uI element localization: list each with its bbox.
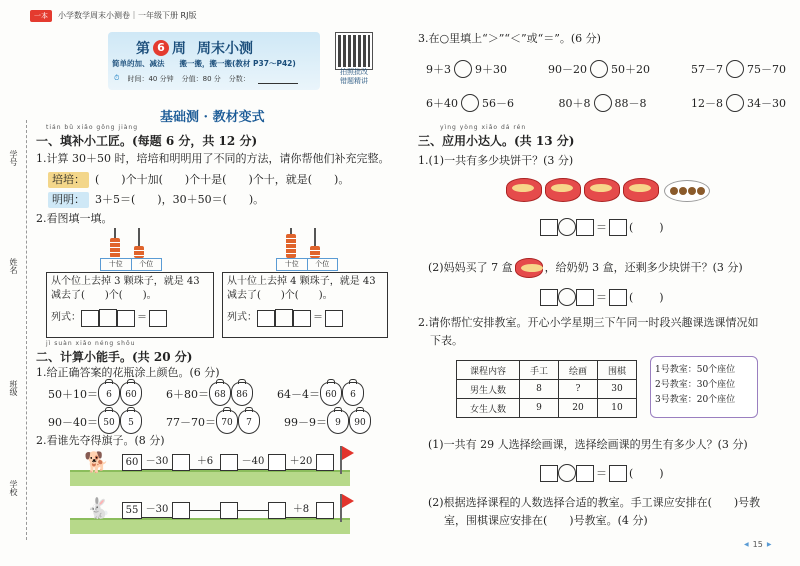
table-cell: 30 <box>598 380 637 399</box>
compare-item <box>559 94 647 112</box>
box-b <box>222 272 388 338</box>
table-cell: ? <box>559 380 598 399</box>
compare-left: 12－8 <box>691 97 723 110</box>
unit-paren: ) <box>659 290 664 304</box>
series-title: 小学数学周末小测卷｜一年级下册 RJ版 <box>58 11 197 20</box>
table-cell: 绘画 <box>559 361 598 380</box>
vase-option[interactable]: 9 <box>327 410 349 434</box>
qr-code-icon[interactable] <box>336 33 372 69</box>
week-number-badge: 6 <box>153 40 169 56</box>
operator-circle[interactable] <box>558 464 576 482</box>
table-cell: 男生人数 <box>457 380 520 399</box>
race-chain-2 <box>122 502 334 519</box>
chevron-left-icon: ◀ <box>744 541 749 548</box>
q1-2-text: (2)妈妈买了 7 盒 <box>428 261 513 274</box>
compare-circle[interactable] <box>454 60 472 78</box>
abacus-b-ones: 个位 <box>315 260 330 268</box>
cookie-tin-icon <box>623 178 659 202</box>
answer-box[interactable] <box>540 289 558 306</box>
answer-box[interactable] <box>149 310 167 327</box>
score-field-label: 分数： <box>228 75 250 83</box>
abacus-b-tens: 十位 <box>277 259 308 270</box>
answer-box[interactable] <box>609 465 627 482</box>
room-line: 2号教室：30个座位 <box>655 380 736 390</box>
compare-right: 34－30 <box>747 97 786 110</box>
qr-caption <box>336 68 372 86</box>
room-notice <box>650 356 758 418</box>
vase-option[interactable]: 90 <box>349 410 371 434</box>
answer-formula-2: ＝ ( ) <box>540 288 664 306</box>
rabbit-icon: 🐇 <box>86 496 111 520</box>
sidebar-field-student-id: 学号 <box>9 150 18 166</box>
answer-box[interactable] <box>316 502 334 519</box>
compare-item <box>426 94 514 112</box>
qr-caption-line: 拍照批改 <box>340 68 368 76</box>
operator-circle[interactable] <box>558 288 576 306</box>
subtitle: 简单的加、减法 搬一搬，搬一搬(教材 P37～P42) <box>112 59 296 68</box>
compare-row <box>426 60 786 78</box>
part2-q2: 2.看谁先夺得旗子。(8 分) <box>36 434 165 447</box>
answer-box[interactable] <box>540 465 558 482</box>
vase-option[interactable]: 86 <box>231 382 253 406</box>
vase-row <box>48 382 388 406</box>
abacus-a <box>100 228 164 270</box>
vase-expr: 50＋10＝ <box>48 388 98 401</box>
part1-pinyin: tián bǔ xiǎo gōng jiàng <box>46 124 139 131</box>
vase-option[interactable]: 6 <box>98 382 120 406</box>
score-field[interactable] <box>258 74 298 84</box>
chain-step: ＋8 <box>286 503 316 518</box>
answer-formula-1: ＝ ( ) <box>540 218 664 236</box>
vase-problem <box>277 382 364 406</box>
vase-problem <box>284 410 371 434</box>
compare-left: 90－20 <box>548 63 587 76</box>
part4-title: 三、应用小达人。(共 13 分) <box>418 134 575 148</box>
part4-q1: 1.(1)一共有多少块饼干？(3 分) <box>418 154 574 167</box>
operator-circle[interactable] <box>558 218 576 236</box>
compare-circle[interactable] <box>726 94 744 112</box>
answer-box[interactable] <box>540 219 558 236</box>
part2-pinyin: jì suàn xiǎo néng shǒu <box>46 340 136 347</box>
flag-icon <box>342 494 354 508</box>
abacus-a-tens: 十位 <box>101 259 132 270</box>
ming-label: 明明： <box>48 192 89 208</box>
vase-problem <box>166 382 253 406</box>
vase-option[interactable]: 7 <box>238 410 260 434</box>
vase-expr: 99－9＝ <box>284 416 327 429</box>
cookie-tin-icon <box>584 178 620 202</box>
box-b-formula: 列式： ＝ <box>227 309 383 327</box>
ming-row <box>48 192 264 208</box>
vase-option[interactable]: 60 <box>120 382 142 406</box>
table-cell: 课程内容 <box>457 361 520 380</box>
compare-left: 80＋8 <box>558 97 591 110</box>
compare-left: 9＋3 <box>426 63 451 76</box>
answer-box[interactable] <box>325 310 343 327</box>
answer-box[interactable] <box>220 502 238 519</box>
chain-start: 60 <box>122 454 142 471</box>
page-number <box>744 540 771 549</box>
part4-q2-1: (1)一共有 29 人选择绘画课，选择绘画课的男生有多少人？(3 分) <box>428 438 748 451</box>
part4-q2-2-line1[interactable]: (2)根据选择课程的人数选择合适的教室。手工课应安排在( )号教 <box>428 496 761 509</box>
chain-step-blank[interactable] <box>238 510 268 511</box>
part4-q2-2-line2[interactable]: 室，围棋课应安排在( )号教室。(4 分) <box>444 514 648 527</box>
answer-box[interactable] <box>172 454 190 471</box>
table-header-row <box>457 361 637 380</box>
course-table <box>456 360 637 418</box>
part4-q1-2 <box>428 258 743 278</box>
compare-item <box>691 94 786 112</box>
table-cell: 围棋 <box>598 361 637 380</box>
answer-box[interactable] <box>576 219 594 236</box>
box-b-line[interactable]: 减去了( )个( )。 <box>227 290 333 301</box>
table-cell: 手工 <box>520 361 559 380</box>
box-a-line[interactable]: 减去了( )个( )。 <box>51 290 157 301</box>
quiz-title: 周末小测 <box>197 41 253 57</box>
flag-icon <box>342 446 354 460</box>
cookie-tin-icon <box>506 178 542 202</box>
pei-row <box>48 172 349 188</box>
compare-right: 9＋30 <box>475 63 507 76</box>
box-a <box>46 272 214 338</box>
part1-q2: 2.看图填一填。 <box>36 212 113 225</box>
box-a-formula: 列式： ＝ <box>51 309 209 327</box>
cookie-tin-icon <box>545 178 581 202</box>
race-track-2 <box>70 518 350 534</box>
part4-q2-line1: 2.请你帮忙安排教室。开心小学星期三下午同一时段兴趣课选课情况如 <box>418 316 759 329</box>
compare-grid <box>426 60 786 112</box>
compare-circle[interactable] <box>461 94 479 112</box>
part1-q1: 1.计算 30＋50 时，培培和明明用了不同的方法，请你帮他们补充完整。 <box>36 152 390 165</box>
page-number-text: 15 <box>752 540 763 549</box>
chain-step-blank[interactable] <box>190 510 220 511</box>
operator-circle[interactable] <box>275 309 293 327</box>
vase-expr: 6＋80＝ <box>166 388 209 401</box>
vase-option[interactable]: 50 <box>98 410 120 434</box>
formula-label: 列式： <box>51 312 81 323</box>
week-prefix: 第 <box>136 41 150 57</box>
q1-2-text: ，给奶奶 3 盒，还剩多少块饼干？(3 分) <box>544 261 743 274</box>
box-a-line: 从个位上去掉 3 颗珠子，就是 43 <box>51 276 200 287</box>
operator-circle[interactable] <box>99 309 117 327</box>
chain-step: －30 <box>142 503 172 518</box>
week-title <box>136 38 253 58</box>
vase-problem <box>166 410 260 434</box>
unit-paren: ) <box>659 220 664 234</box>
vase-option[interactable]: 5 <box>120 410 142 434</box>
compare-right: 56－6 <box>482 97 514 110</box>
meta-line <box>114 74 298 84</box>
vase-row <box>48 410 388 434</box>
binding-line <box>26 120 27 540</box>
week-suffix: 周 <box>172 41 186 57</box>
vase-option[interactable]: 60 <box>320 382 342 406</box>
table-cell: 女生人数 <box>457 399 520 418</box>
table-cell: 8 <box>520 380 559 399</box>
race-chain-1 <box>122 454 334 471</box>
chain-step: －40 <box>238 455 268 470</box>
compare-circle[interactable] <box>594 94 612 112</box>
part2-q1: 1.给正确答案的花瓶涂上颜色。(6 分) <box>36 366 220 379</box>
sidebar-field-school: 学校 <box>9 480 18 496</box>
time-text: 时间：40 分钟 <box>127 75 174 83</box>
compare-right: 50＋20 <box>611 63 650 76</box>
unit-paren: ) <box>659 466 664 480</box>
answer-box[interactable] <box>81 310 99 327</box>
chain-start: 55 <box>122 502 142 519</box>
box-b-line: 从十位上去掉 4 颗珠子，就是 43 <box>227 276 376 287</box>
answer-formula-3: ＝ ( ) <box>540 464 664 482</box>
compare-circle[interactable] <box>590 60 608 78</box>
answer-box[interactable] <box>172 502 190 519</box>
part2-title: 二、计算小能手。(共 20 分) <box>36 350 193 364</box>
compare-circle[interactable] <box>726 60 744 78</box>
part3-title: 3.在○里填上“＞”“＜”或“＝”。(6 分) <box>418 32 601 45</box>
compare-row <box>426 94 786 112</box>
score-text: 分值：80 分 <box>181 75 221 83</box>
section-banner: 基础测 · 教材变式 <box>160 110 265 125</box>
sidebar-field-name: 姓名 <box>9 258 18 274</box>
chain-step: －30 <box>142 455 172 470</box>
vase-grid <box>48 382 388 434</box>
table-cell: 20 <box>559 399 598 418</box>
race-track-1 <box>70 470 350 486</box>
abacus-b <box>276 228 340 270</box>
dog-icon: 🐕 <box>84 450 109 474</box>
abacus-a-ones: 个位 <box>139 260 154 268</box>
compare-right: 75－70 <box>747 63 786 76</box>
compare-item <box>426 60 507 78</box>
pei-label: 培培： <box>48 172 89 188</box>
answer-box[interactable] <box>576 465 594 482</box>
vase-problem <box>48 382 142 406</box>
formula-label: 列式： <box>227 312 257 323</box>
vase-option[interactable]: 70 <box>216 410 238 434</box>
answer-box[interactable] <box>257 310 275 327</box>
answer-box[interactable] <box>293 310 311 327</box>
table-row <box>457 380 637 399</box>
cookie-tins <box>506 178 662 202</box>
chain-step: ＋20 <box>286 455 316 470</box>
table-cell: 9 <box>520 399 559 418</box>
answer-box[interactable] <box>609 219 627 236</box>
compare-left: 6＋40 <box>426 97 458 110</box>
compare-left: 57－7 <box>691 63 723 76</box>
table-cell: 10 <box>598 399 637 418</box>
compare-item <box>548 60 650 78</box>
vase-expr: 77－70＝ <box>166 416 216 429</box>
room-line: 3号教室：20个座位 <box>655 395 736 405</box>
table-row <box>457 399 637 418</box>
vase-expr: 90－40＝ <box>48 416 98 429</box>
vase-problem <box>48 410 142 434</box>
part1-title: 一、填补小工匠。(每题 6 分，共 12 分) <box>36 134 258 148</box>
vase-option[interactable]: 68 <box>209 382 231 406</box>
answer-box[interactable] <box>316 454 334 471</box>
vase-expr: 64－4＝ <box>277 388 320 401</box>
answer-box[interactable] <box>609 289 627 306</box>
pei-text[interactable]: ( )个十加( )个十是( )个十，就是( )。 <box>95 173 350 186</box>
vase-option[interactable]: 6 <box>342 382 364 406</box>
room-line: 1号教室：50个座位 <box>655 365 736 375</box>
answer-box[interactable] <box>220 454 238 471</box>
sidebar-field-class: 班级 <box>9 380 18 396</box>
part4-pinyin: yìng yòng xiǎo dá rén <box>440 124 527 131</box>
series-badge: 一本 <box>30 10 52 22</box>
cookie-tin-icon <box>515 258 543 278</box>
cookie-plate-icon <box>664 180 710 202</box>
answer-box[interactable] <box>576 289 594 306</box>
compare-item <box>691 60 786 78</box>
qr-caption-line: 错题精讲 <box>340 77 368 85</box>
chain-step: ＋6 <box>190 455 220 470</box>
chevron-right-icon: ▶ <box>766 541 772 548</box>
part4-q2-line2: 下表。 <box>430 334 463 347</box>
answer-box[interactable] <box>268 454 286 471</box>
ming-text[interactable]: 3＋5＝( )，30＋50＝( )。 <box>95 193 265 206</box>
clock-icon: ⏱ <box>114 74 120 82</box>
compare-right: 88－8 <box>614 97 647 110</box>
answer-box[interactable] <box>268 502 286 519</box>
answer-box[interactable] <box>117 310 135 327</box>
